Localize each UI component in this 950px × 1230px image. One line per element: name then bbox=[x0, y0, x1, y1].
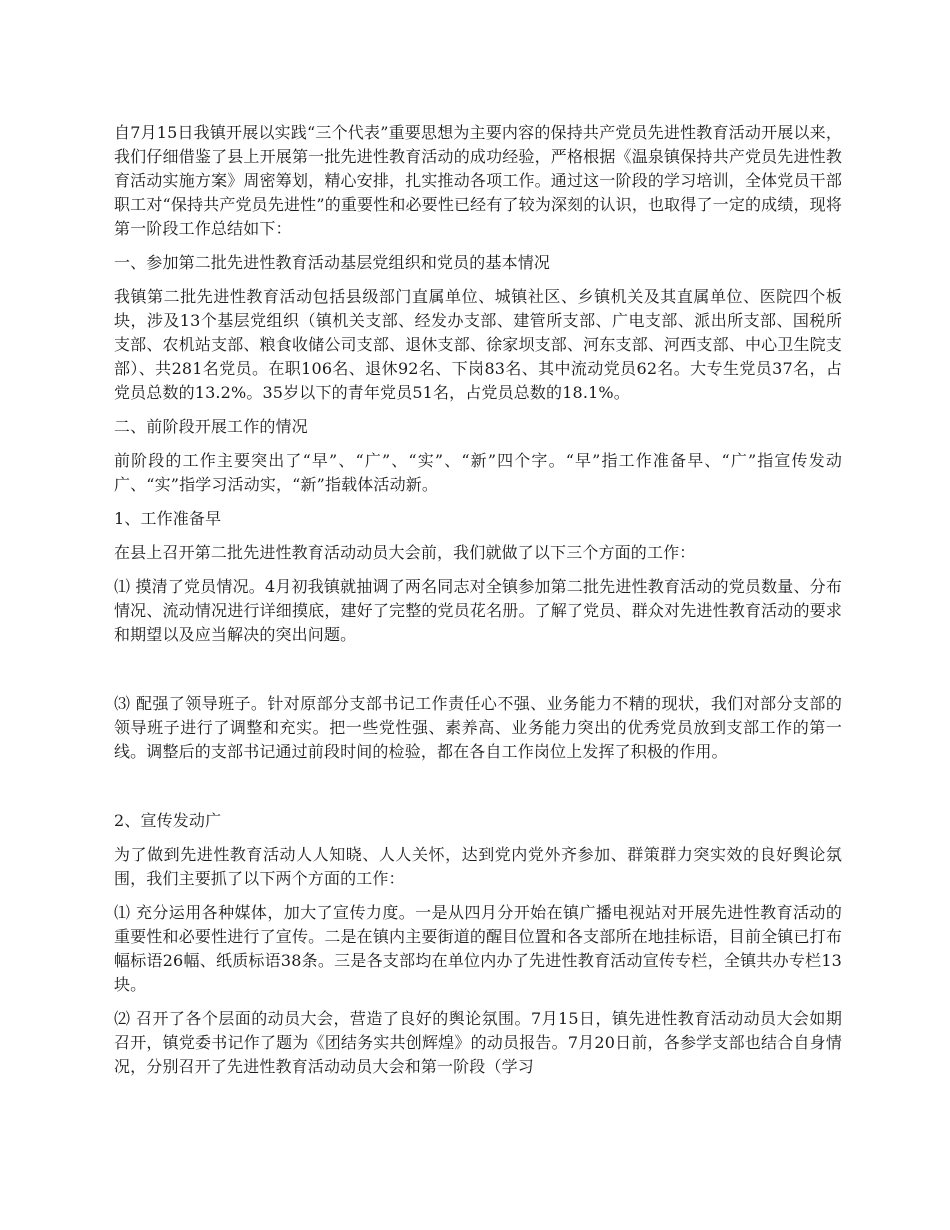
section1-heading: 一、参加第二批先进性教育活动基层党组织和党员的基本情况 bbox=[114, 253, 551, 272]
subsection1-paragraph: 在县上召开第二批先进性教育活动动员大会前，我们就做了以下三个方面的工作： bbox=[114, 543, 696, 562]
section2-paragraph: 前阶段的工作主要突出了“早”、“广”、“实”、“新”四个字。“早”指工作准备早、“广”指宣传发动广、“实”指学习活动实，“新”指载体活动新。 bbox=[114, 451, 842, 494]
subsection1-heading: 1、工作准备早 bbox=[114, 509, 222, 528]
intro-paragraph: 自7月15日我镇开展以实践“三个代表”重要思想为主要内容的保持共产党员先进性教育活动开展以来，我们仔细借鉴了县上开展第一批先进性教育活动的成功经验，严格根据《温泉镇保持共产党员先进性教育活动实施方案》周密筹划，精心安排，扎实推动各项工作。通过这一阶段的学习培训，全体党员干部职工对“保持共产党员先进性”的重要性和必要性已经有了较为深刻的认识，也取得了一定的成绩，现将第一阶段工作总结如下： bbox=[114, 123, 842, 238]
section1-paragraph: 我镇第二批先进性教育活动包括县级部门直属单位、城镇社区、乡镇机关及其直属单位、医院四个板块，涉及13个基层党组织（镇机关支部、经发办支部、建管所支部、广电支部、派出所支部、国税所支部、农机站支部、粮食收储公司支部、退休支部、徐家坝支部、河东支部、河西支部、中心卫生院支部）、共281名党员。在职106名、退休92名、下岗83名、其中流动党员62名。大专生党员37名，占党员总数的13.2%。35岁以下的青年党员51名，占党员总数的18.1%。 bbox=[114, 287, 842, 402]
subsection2-item1: ⑴ 充分运用各种媒体，加大了宣传力度。一是从四月分开始在镇广播电视站对开展先进性教育活动的重要性和必要性进行了宣传。二是在镇内主要街道的醒目位置和各支部所在地挂标语，目前全镇已打布幅标语26幅、纸质标语38条。三是各支部均在单位内办了先进性教育活动宣传专栏，全镇共办专栏13块。 bbox=[114, 903, 842, 994]
subsection2-paragraph: 为了做到先进性教育活动人人知晓、人人关怀，达到党内党外齐参加、群策群力突实效的良好舆论氛围，我们主要抓了以下两个方面的工作： bbox=[114, 845, 842, 888]
subsection2-heading: 2、宣传发动广 bbox=[114, 811, 222, 830]
subsection1-item3: ⑶ 配强了领导班子。针对原部分支部书记工作责任心不强、业务能力不精的现状，我们对部分支部的领导班子进行了调整和充实。把一些党性强、素养高、业务能力突出的优秀党员放到支部工作的第一线。调整后的支部书记通过前段时间的检验，都在各自工作岗位上发挥了积极的作用。 bbox=[114, 694, 842, 761]
document-page bbox=[114, 121, 842, 1079]
section2-heading: 二、前阶段开展工作的情况 bbox=[114, 417, 308, 436]
subsection2-item2: ⑵ 召开了各个层面的动员大会，营造了良好的舆论氛围。7月15日，镇先进性教育活动动员大会如期召开，镇党委书记作了题为《团结务实共创辉煌》的动员报告。7月20日前，各参学支部也结合自身情况，分别召开了先进性教育活动动员大会和第一阶段（学习 bbox=[114, 1009, 842, 1076]
subsection1-item1: ⑴ 摸清了党员情况。4月初我镇就抽调了两名同志对全镇参加第二批先进性教育活动的党员数量、分布情况、流动情况进行详细摸底，建好了完整的党员花名册。了解了党员、群众对先进性教育活动的要求和期望以及应当解决的突出问题。 bbox=[114, 577, 842, 644]
